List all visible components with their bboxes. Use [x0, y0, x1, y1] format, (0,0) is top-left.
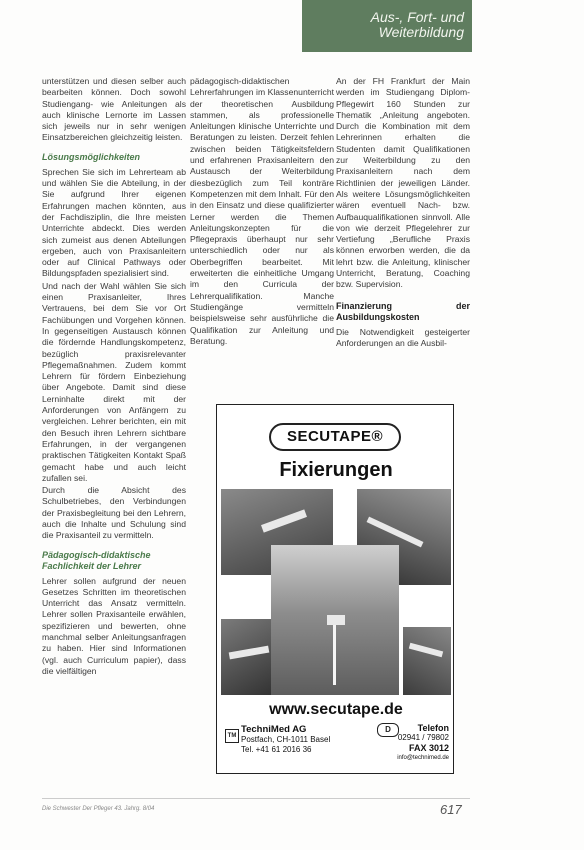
paragraph-middle: pädagogisch-didaktischen Lehrerfahrungen im Klassenunterricht der theoretischen Ausbildung stammen, als professionelle Anleitungen klinische Unterrichte und Beratungen zu leisten. Derzeit fehlen zwischen beiden Tätigkeitsfeldern und erfahrenen Praxisanleitern den Austausch der Weiterbildung diesbezüglich zum Teil konträre Kompetenzen mit dem Inhalt. Für den in den Einsatz und diese qualifizierter Lerner werden die Themen Anleitungskonzepten für die Pflegepraxis überhaupt nur sehr unterschiedlich oder nur als Oberbegriffen bearbeitet. Mit erweiterten die einheitliche Umgang im den Curricula der Lehrerqualifikation. Manche Studiengänge vermitteln beispielsweise sehr ausführliche die Qualifikation zur Anleitung und Beratung. — [190, 76, 334, 346]
subhead-solutions: Lösungsmöglichkeiten — [42, 151, 141, 162]
photo-nasal-tube — [271, 545, 399, 695]
footer-rule — [42, 798, 470, 799]
section-title: Aus-, Fort- und Weiterbildung — [370, 9, 464, 40]
paragraph-right: An der FH Frankfurt der Main werden im Studiengang Diplom-Pflegewirt 160 Stunden zur Thematik „Anleitung angeboten. Durch die Kombination mit dem Lehrerinnen erhalten die Studenten damit Qualifikationen zur Weiterbildung zu den Praxisanleitern nach dem Richtlinien der jeweiligen Länder. Als weitere Lösungsmöglichkeiten wären eventuell Nach- bzw. Aufbauqualifikationen sinnvoll. Alle von wie derzeit Pflegelehrer zur Vertiefung „Berufliche Praxis können erworben werden, die da lehrt bzw. die Anleitung, klinischer Unterricht, Beratung, Coaching bzw. Supervision. — [336, 76, 470, 290]
contact-label: Telefon — [417, 723, 449, 733]
country-badge: D — [377, 723, 399, 737]
company-name: TechniMed AG — [241, 724, 307, 735]
paragraph-solutions-3: Durch die Absicht des Schulbetriebes, den Verbindungen der Praxisbegleitung bei den Lehrern, auch die Inhalte und Schulung sind die Praxisanteil zu vermitteln. — [42, 485, 186, 541]
paragraph-intro: unterstützen und diesen selber auch bearbeiten können. Doch sowohl Studiengang- wie Anleitungen als auch klinische Lernorte im Lassen sich jeweils nur in sehr wenigen Einsatzbereichen gleichzeitig leisten. — [42, 76, 186, 143]
footer-source: Die Schwester Der Pfleger 43. Jahrg. 8/04 — [42, 806, 155, 812]
column-middle — [190, 76, 334, 348]
contact-phone: 02941 / 79802 — [397, 733, 449, 742]
advertisement — [216, 404, 454, 774]
section-banner — [302, 0, 472, 52]
column-left — [42, 76, 186, 678]
paragraph-financing: Die Notwendigkeit gesteigerter Anforderungen an die Ausbil- — [336, 326, 470, 348]
company-tel: Tel. +41 61 2016 36 — [241, 745, 312, 754]
company-block — [241, 725, 361, 755]
paragraph-solutions-2: Und nach der Wahl wählen Sie sich einen Praxisanleiter, Ihres Vertrauens, bei dem Sie vor Ort Fachübungen und Vorgehen können. In gegenseitigen Austausch können die fördernde Handlungskompetenz, bezüglich praxisrelevanter Pflegemaßnahmen. Zudem kommt Lehrern für fördern Einbeziehung über Angebote. Damit sind diese Lerninhalte direkt mit der Anforderungen von Anfängern zu vergleichen. Lehrer berichten, ein mit den Besuch ihren Lehrern sichtbare Erfahrungen, in der vergangenen praktischen Tätigkeiten Kontakt Spaß gemacht habe und auch leicht zufallen sei. — [42, 280, 186, 483]
contact-email: info@technimed.de — [397, 755, 449, 761]
subhead-pedagogy: Pädagogisch-didaktische Fachlichkeit der Lehrer — [42, 549, 151, 571]
company-logo-icon: TM — [225, 729, 239, 743]
ad-url: www.secutape.de — [269, 701, 403, 718]
brand-logo: SECUTAPE® — [269, 423, 401, 451]
contact-block — [387, 723, 449, 763]
ad-headline: Fixierungen — [279, 459, 393, 481]
photo-hand — [403, 627, 451, 695]
paragraph-solutions-1: Sprechen Sie sich im Lehrerteam ab und wählen Sie die Abteilung, in der Sie aufgrund Ihrer eigenen Erfahrungen machen könnten, aus der Fachdisziplin, die Ihre meisten Unterrichte abdeckt. Dies werden sich zumeist aus denen Abteilungen ergeben, auch von Praxisanleitern oder auf Clinical Pathways oder Bildungspfaden spezialisiert sind. — [42, 166, 186, 279]
company-address: Postfach, CH-1011 Basel — [241, 735, 331, 744]
column-right — [336, 76, 470, 350]
contact-fax: FAX 3012 — [408, 743, 449, 753]
paragraph-pedagogy: Lehrer sollen aufgrund der neuen Gesetzes Schritten im theoretischen Unterricht das Ansatz vermitteln. Lehrer sollen Praxisanteile erwählen, spezifizieren und bewerten, ohne manchmal selber Anleitungsanfragen zu haben. Hier sind Informationen (vgl. auch Curriculum papier), dass die vielfältigen — [42, 575, 186, 676]
subhead-financing: Finanzierung der Ausbildungskosten — [336, 300, 470, 322]
page-number: 617 — [440, 802, 462, 817]
